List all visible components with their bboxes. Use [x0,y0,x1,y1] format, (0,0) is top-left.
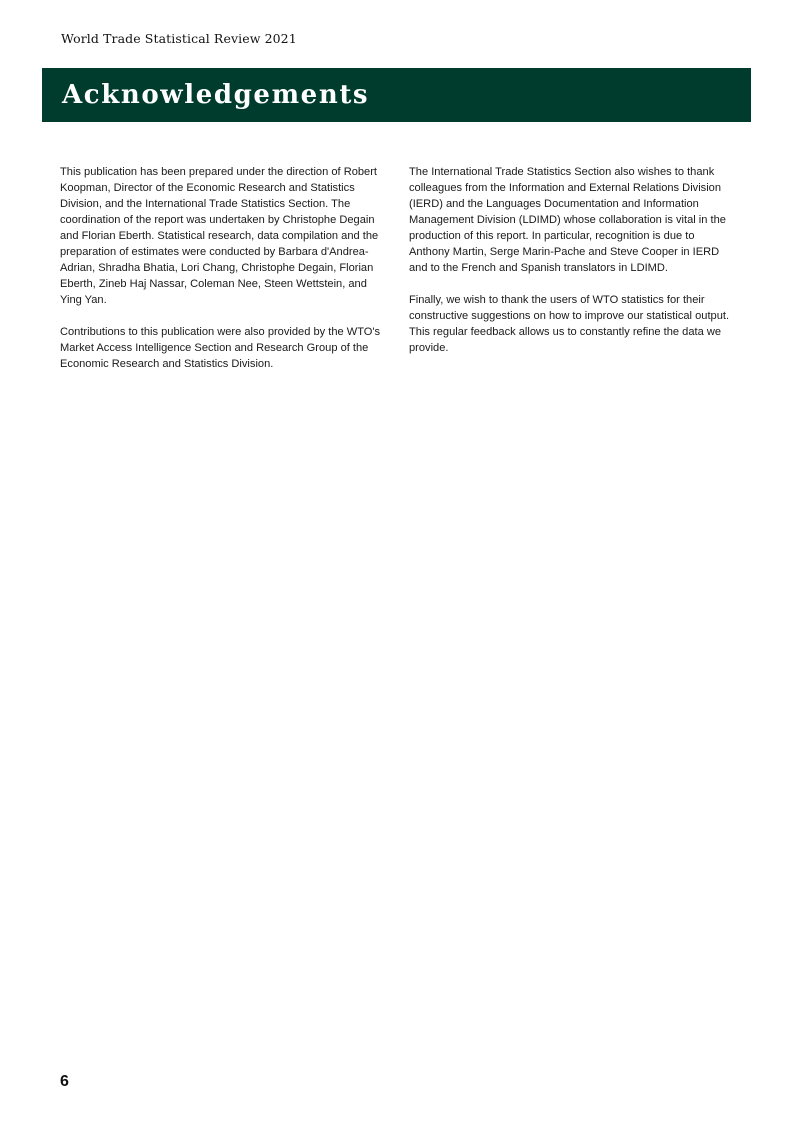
left-column [60,164,382,388]
page-title: Acknowledgements [62,80,370,110]
paragraph: Contributions to this publication were also provided by the WTO's Market Access Intelligence Section and Research Group of the Economic Research and Statistics Division. [60,326,381,370]
page-number: 6 [60,1073,69,1090]
running-header: World Trade Statistical Review 2021 [61,31,297,46]
paragraph: The International Trade Statistics Section also wishes to thank colleagues from the Information and External Relations Division (IERD) and the Languages Documentation and Information Management Division (LDIMD) whose collaboration is vital in the production of this report. In particular, recognition is due to Anthony Martin, Serge Marin-Pache and Steve Cooper in IERD and to the French and Spanish translators in LDIMD. [409,166,726,274]
paragraph: Finally, we wish to thank the users of WTO statistics for their constructive suggestions on how to improve our statistical output. This regular feedback allows us to constantly refine the data we provide. [409,294,730,354]
section-title-banner [42,68,751,122]
paragraph: This publication has been prepared under the direction of Robert Koopman, Director of the Economic Research and Statistics Division, and the International Trade Statistics Section. The coordination of the report was undertaken by Christophe Degain and Florian Eberth. Statistical research, data compilation and the preparation of estimates were conducted by Barbara d'Andrea-Adrian, Shradha Bhatia, Lori Chang, Christophe Degain, Florian Eberth, Zineb Haj Nassar, Coleman Nee, Steen Wettstein, and Ying Yan. [60,166,379,306]
right-column [409,164,731,372]
